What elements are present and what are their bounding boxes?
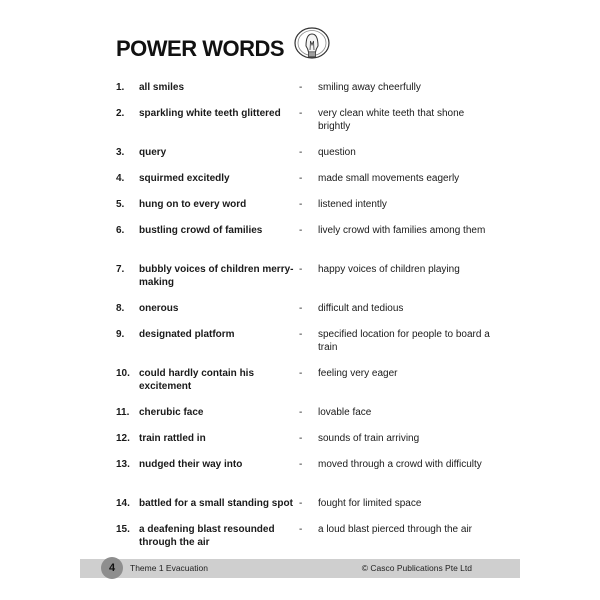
separator: - [299,264,303,275]
item-number: 2. [116,108,125,119]
separator: - [299,329,303,340]
item-term: bubbly voices of children merry-making [139,264,294,288]
item-number: 14. [116,498,130,509]
item-number: 13. [116,459,130,470]
item-number: 8. [116,303,125,314]
page-title: POWER WORDS [116,36,285,61]
separator: - [299,199,303,210]
item-definition: moved through a crowd with difficulty [318,459,482,470]
item-definition: lively crowd with families among them [318,225,486,236]
item-term: could hardly contain his excitement [139,368,255,392]
item-term: hung on to every word [139,199,247,210]
item-number: 11. [116,407,130,418]
separator: - [299,225,303,236]
item-term: onerous [139,303,179,314]
item-term: battled for a small standing spot [139,498,293,509]
separator: - [299,82,303,93]
item-number: 5. [116,199,125,210]
item-number: 7. [116,264,125,275]
item-definition: listened intently [318,199,387,210]
item-term: query [139,147,167,158]
separator: - [299,433,303,444]
item-definition: very clean white teeth that shone brightly [318,108,465,132]
separator: - [299,303,303,314]
item-definition: happy voices of children playing [318,264,460,275]
item-term: bustling crowd of families [139,225,263,236]
item-number: 9. [116,329,125,340]
item-definition: feeling very eager [318,368,398,379]
item-number: 10. [116,368,130,379]
item-number: 6. [116,225,125,236]
separator: - [299,108,303,119]
separator: - [299,498,303,509]
item-number: 3. [116,147,125,158]
item-term: train rattled in [139,433,206,444]
item-definition: made small movements eagerly [318,173,460,184]
item-term: squirmed excitedly [139,173,230,184]
item-number: 4. [116,173,125,184]
item-number: 12. [116,433,130,444]
item-definition: sounds of train arriving [318,433,420,444]
item-definition: difficult and tedious [318,303,404,314]
separator: - [299,368,303,379]
item-definition: a loud blast pierced through the air [318,524,472,535]
separator: - [299,524,303,535]
item-term: cherubic face [139,407,204,418]
page-header [116,32,332,66]
separator: - [299,173,303,184]
item-definition: lovable face [318,407,372,418]
page-number: 4 [101,557,123,579]
item-term: all smiles [139,82,185,93]
item-term: a deafening blast resounded through the air [139,524,275,548]
item-number: 1. [116,82,125,93]
item-definition: fought for limited space [318,498,422,509]
item-term: nudged their way into [139,459,243,470]
separator: - [299,459,303,470]
item-definition: smiling away cheerfully [318,82,421,93]
lightbulb-icon [286,26,332,66]
item-definition: question [318,147,356,158]
item-definition: specified location for people to board a train [318,329,490,353]
separator: - [299,147,303,158]
footer-theme: Theme 1 Evacuation [130,563,208,573]
item-term: sparkling white teeth glittered [139,108,281,119]
footer-copyright: © Casco Publications Pte Ltd [361,563,472,573]
item-term: designated platform [139,329,235,340]
separator: - [299,407,303,418]
item-number: 15. [116,524,130,535]
